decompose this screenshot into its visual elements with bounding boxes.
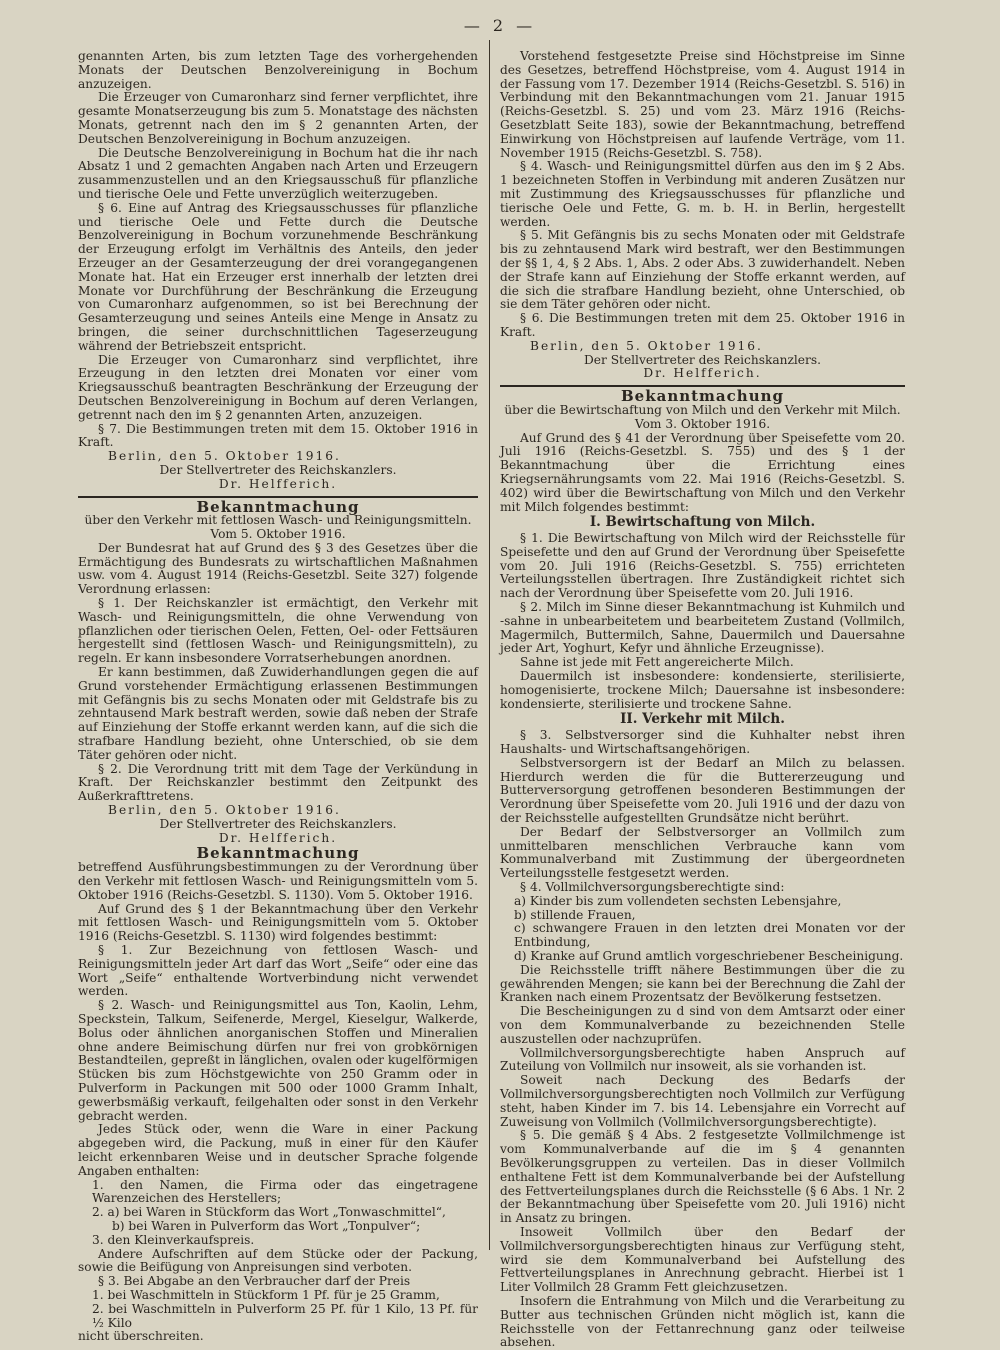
paragraph: § 7. Die Bestimmungen treten mit dem 15. Oktober 1916 in Kraft. bbox=[78, 421, 478, 450]
list-item: 2. a) bei Waren in Stückform das Wort „Tonwaschmittel“, bbox=[92, 1205, 446, 1220]
paragraph: § 4. Wasch- und Reinigungsmittel dürfen aus den im § 2 Abs. 1 bezeichneten Stoffen in Verbindung mit anderen Zusätzen nur mit Zustimmung des Kriegsausschusses für pflanzliche und tierische Oele und Fette, G. m. b. H. in Berlin, hergestellt werden. bbox=[500, 159, 905, 229]
paragraph: Die Bescheinigungen zu d sind von dem Amtsarzt oder einer von dem Kommunalverbande zu bezeichnenden Stelle auszustellen oder nachzuprüfen. bbox=[500, 1004, 905, 1046]
paragraph: genannten Arten, bis zum letzten Tage des vorhergehenden Monats der Deutschen Benzolvereinigung in Bochum anzuzeigen. bbox=[78, 49, 478, 91]
paragraph: Die Deutsche Benzolvereinigung in Bochum hat die ihr nach Absatz 1 und 2 gemachten Angaben nach Arten und Erzeugern zusammenzustellen und an den Kriegsausschuß für pflanzliche und tierische Oele und Fette unverzüglich weiterzugeben. bbox=[78, 145, 478, 201]
list-item: a) Kinder bis zum vollendeten sechsten Lebensjahre, bbox=[514, 893, 842, 908]
notice-intro: Auf Grund des § 41 der Verordnung über Speisefette vom 20. Juli 1916 (Reichs-Gesetzbl. S. 755) und des § 1 der Bekanntmachung über die Errichtung eines Kriegsernährungsamts vom 22. Mai 1916 (Reichs-Gesetzbl. S. 402) wird über die Bewirtschaftung von Milch und den Verkehr mit Milch folgendes bestimmt: bbox=[500, 430, 905, 514]
notice-intro: betreffend Ausführungsbestimmungen zu der Verordnung über den Verkehr mit fettlosen Wasch- und Reinigungsmitteln vom 5. Oktober 1916 (Reichs-Gesetzbl. S. 1130). Vom 5. Oktober 1916. bbox=[78, 860, 478, 902]
paragraph: Vollmilchversorgungsberechtigte haben Anspruch auf Zuteilung von Vollmilch nur insoweit, als sie vorhanden ist. bbox=[500, 1045, 905, 1074]
paragraph: § 3. Bei Abgabe an den Verbraucher darf der Preis bbox=[98, 1274, 411, 1289]
paragraph: Die Erzeuger von Cumaronharz sind verpflichtet, ihre Erzeugung in den letzten drei Monaten vor einer vom Kriegsausschuß beantragten Beschränkung der Erzeugung der Deutschen Benzolvereinigung in Bochum auf deren Verlangen, getrennt nach den im § 2 genannten Arten, anzuzeigen. bbox=[78, 352, 478, 422]
paragraph: Die Erzeuger von Cumaronharz sind ferner verpflichtet, ihre gesamte Monatserzeugung bis zum 5. Monatstage des nächsten Monats, getrennt nach den im § 2 genannten Arten, der Deutschen Benzolvereinigung in Bochum anzuzeigen. bbox=[78, 90, 478, 146]
paragraph: § 2. Wasch- und Reinigungsmittel aus Ton, Kaolin, Lehm, Speckstein, Talkum, Seifenerde, Mergel, Kieselgur, Walkerde, Bolus oder ähnlichen anorganischen Stoffen und Mineralien ohne andere Beimischung dürfen nur frei von grobkörnigen Bestandteilen, gepreßt in länglichen, ovalen oder kugelförmigen Stücken bis zum Höchstgewichte von 250 Gramm oder in Pulverform in Packungen mit 500 oder 1000 Gramm Inhalt, gewerbsmäßig verkauft, feilgehalten oder sonst in den Verkehr gebracht werden. bbox=[78, 998, 478, 1123]
paragraph: Selbstversorgern ist der Bedarf an Milch zu belassen. Hierdurch werden die für die Buttererzeugung und Butterversorgung getroffenen besonderen Bestimmungen der Verordnung über Speisefette vom 20. Juli 1916 und der dazu von der Reichsstelle aufgestellten Grundsätze nicht berührt. bbox=[500, 755, 905, 826]
page-number: — 2 — bbox=[463, 16, 537, 35]
list-item: d) Kranke auf Grund amtlich vorgeschriebener Bescheinigung. bbox=[514, 949, 904, 963]
paragraph: § 1. Der Reichskanzler ist ermächtigt, den Verkehr mit Wasch- und Reinigungsmitteln, die ohne Verwendung von pflanzlichen oder tierischen Oelen, Fetten, Oel- oder Fettsäuren hergestellt sind (fettlosen Wasch- und Reinigungsmitteln), zu regeln. Er kann insbesondere Vorratserhebungen anordnen. bbox=[78, 596, 478, 666]
notice-heading: Bekanntmachung bbox=[196, 844, 360, 863]
paragraph: § 6. Eine auf Antrag des Kriegsausschusses für pflanzliche und tierische Oele und Fette durch die Deutsche Benzolvereinigung in Bochum vorzunehmende Beschränkung der Erzeugung erfolgt im Verhältnis des Anteils, den jeder Erzeuger an der Gesamterzeugung der drei vorangegangenen Monate hat. Hat ein Erzeuger erst innerhalb der letzten drei Monate vor Durchführung der Beschränkung die Erzeugung von Cumaronharz aufgenommen, so ist bei Berechnung der Gesamterzeugung und seines Anteils eine Menge in Ansatz zu bringen, die seiner durchschnittlichen Tageserzeugung während der Betriebszeit entspricht. bbox=[78, 200, 478, 353]
paragraph: § 1. Zur Bezeichnung von fettlosen Wasch- und Reinigungsmitteln jeder Art darf das Wort „Seife“ oder eine das Wort „Seife“ enthaltende Wortverbindung nicht verwendet werden. bbox=[78, 943, 478, 999]
paragraph: § 2. Die Verordnung tritt mit dem Tage der Verkündung in Kraft. Der Reichskanzler bestimmt den Zeitpunkt des Außerkrafttretens. bbox=[78, 761, 478, 804]
notice-subtitle: über die Bewirtschaftung von Milch und den Verkehr mit Milch. bbox=[504, 402, 901, 417]
left-column bbox=[78, 49, 478, 1344]
paragraph: Der Bundesrat hat auf Grund des § 3 des Gesetzes über die Ermächtigung des Bundesrats zu wirtschaftlichen Maßnahmen usw. vom 4. August 1914 (Reichs-Gesetzbl. Seite 327) folgende Verordnung erlassen: bbox=[78, 540, 478, 597]
notice-date: Vom 5. Oktober 1916. bbox=[210, 527, 346, 542]
paragraph: Er kann bestimmen, daß Zuwiderhandlungen gegen die auf Grund vorstehender Ermächtigung erlassenen Bestimmungen mit Gefängnis bis zu sechs Monaten oder mit Geldstrafe bis zu zehntausend Mark bestraft werden, sowie daß neben der Strafe auf Einziehung der Stoffe erkannt werden kann, auf die sich die strafbare Handlung bezieht, ohne Unterschied, ob sie dem Täter gehören oder nicht. bbox=[78, 665, 478, 762]
paragraph: Soweit nach Deckung des Bedarfs der Vollmilchversorgungsberechtigten noch Vollmilch zur Verfügung steht, haben Kinder im 7. bis 14. Lebensjahre ein Vorrecht auf Zuweisung von Vollmilch (Vollmilchversorgungsberechtigte). bbox=[500, 1073, 905, 1129]
paragraph: § 6. Die Bestimmungen treten mit dem 25. Oktober 1916 in Kraft. bbox=[500, 311, 905, 339]
section-heading: II. Verkehr mit Milch. bbox=[620, 711, 785, 728]
list-item: 2. bei Waschmitteln in Pulverform 25 Pf. für 1 Kilo, 13 Pf. für ½ Kilo bbox=[92, 1301, 478, 1330]
paragraph: § 5. Mit Gefängnis bis zu sechs Monaten oder mit Geldstrafe bis zu zehntausend Mark wird bestraft, wer den Bestimmungen der §§ 1, 4, § 2 Abs. 1, Abs. 2 oder Abs. 3 zuwiderhandelt. Neben der Strafe kann auf Einziehung der Stoffe erkannt werden, auf die sich die strafbare Handlung bezieht, ohne Unterschied, ob sie dem Täter gehören oder nicht. bbox=[500, 228, 905, 312]
signature-name: Dr. Helfferich. bbox=[218, 476, 338, 491]
paragraph: Jedes Stück oder, wenn die Ware in einer Packung abgegeben wird, die Packung, muß in einer für den Käufer leicht erkennbaren Weise und in deutscher Sprache folgende Angaben enthalten: bbox=[78, 1122, 478, 1178]
paragraph: Insoweit Vollmilch über den Bedarf der Vollmilchversorgungsberechtigten hinaus zur Verfügung steht, wird sie dem Kommunalverband bei Aufstellung des Fettverteilungsplanes in Anrechnung gebracht. Hierbei ist 1 Liter Vollmilch 28 Gramm Fett gleichzusetzen. bbox=[500, 1224, 905, 1295]
paragraph-tail: nicht überschreiten. bbox=[78, 1329, 204, 1344]
list-item: b) bei Waren in Pulverform das Wort „Tonpulver“; bbox=[112, 1218, 421, 1233]
paragraph: § 1. Die Bewirtschaftung von Milch wird der Reichsstelle für Speisefette und den auf Grund der Verordnung über Speisefette vom 20. Juli 1916 (Reichs-Gesetzbl. S. 755) errichteten Verteilungsstellen übertragen. Ihre Zuständigkeit richtet sich nach der Verordnung über Speisefette vom 20. Juli 1916. bbox=[500, 531, 905, 601]
notice-date: Vom 3. Oktober 1916. bbox=[634, 416, 771, 431]
paragraph: Auf Grund des § 1 der Bekanntmachung über den Verkehr mit fettlosen Wasch- und Reinigungsmitteln vom 5. Oktober 1916 (Reichs-Gesetzbl. S. 1130) wird folgendes bestimmt: bbox=[78, 901, 478, 944]
list-item: c) schwangere Frauen in den letzten drei Monaten vor der Entbindung, bbox=[514, 921, 905, 950]
paragraph: Die Reichsstelle trifft nähere Bestimmungen über die zu gewährenden Mengen; sie kann bei der Berechnung die Zahl der Kranken nach einem Prozentsatz der Bevölkerung festsetzen. bbox=[500, 962, 905, 1005]
section-heading: I. Bewirtschaftung von Milch. bbox=[589, 514, 816, 531]
notice-heading: Bekanntmachung bbox=[196, 497, 360, 516]
signature-place-date: Berlin, den 5. Oktober 1916. bbox=[108, 449, 341, 464]
list-item: 1. bei Waschmitteln in Stückform 1 Pf. für je 25 Gramm, bbox=[92, 1287, 440, 1302]
list-item: 3. den Kleinverkaufspreis. bbox=[92, 1232, 255, 1247]
paragraph: § 5. Die gemäß § 4 Abs. 2 festgesetzte Vollmilchmenge ist vom Kommunalverbande auf die im § 4 genannten Bevölkerungsgruppen zu verteilen. Das in dieser Vollmilch enthaltene Fett ist dem Kommunalverbande bei der Aufstellung des Fettverteilungsplanes durch die Reichsstelle (§ 6 Abs. 1 Nr. 2 der Bekanntmachung über Speisefette vom 20. Juli 1916) nicht in Ansatz zu bringen. bbox=[500, 1128, 905, 1226]
signature-official: Der Stellvertreter des Reichskanzlers. bbox=[159, 462, 397, 477]
column-divider bbox=[489, 40, 490, 1250]
signature-official: Der Stellvertreter des Reichskanzlers. bbox=[159, 816, 397, 831]
signature-name: Dr. Helfferich. bbox=[643, 366, 762, 381]
paragraph: Der Bedarf der Selbstversorger an Vollmilch zum unmittelbaren menschlichen Verbrauche kann vom Kommunalverband mit Zustimmung der übergeordneten Verteilungsstelle festgesetzt werden. bbox=[500, 824, 905, 881]
signature-name: Dr. Helfferich. bbox=[218, 830, 338, 845]
paragraph: § 2. Milch im Sinne dieser Bekanntmachung ist Kuhmilch und -sahne in unbearbeitetem und bearbeitetem Zustand (Vollmilch, Magermilch, Buttermilch, Sahne, Dauermilch und Dauersahne jeder Art, Yoghurt, Kefyr und ähnliche Erzeugnisse). bbox=[500, 600, 905, 656]
list-item: 1. den Namen, die Firma oder das eingetragene Warenzeichen des Herstellers; bbox=[92, 1177, 478, 1206]
signature-place-date: Berlin, den 5. Oktober 1916. bbox=[530, 338, 763, 353]
paragraph: § 3. Selbstversorger sind die Kuhhalter nebst ihren Haushalts- und Wirtschaftsangehörigen. bbox=[500, 728, 905, 757]
paragraph: Insofern die Entrahmung von Milch und die Verarbeitung zu Butter aus technischen Gründen nicht möglich ist, kann die Reichsstelle von der Fettanrechnung ganz oder teilweise absehen. bbox=[500, 1293, 905, 1350]
paragraph: Dauermilch ist insbesondere: kondensierte, sterilisierte, homogenisierte, trockene Milch; Dauersahne ist insbesondere: kondensierte, sterilisierte und trockene Sahne. bbox=[500, 669, 905, 711]
right-column bbox=[500, 49, 905, 1350]
list-item: b) stillende Frauen, bbox=[514, 907, 636, 922]
paragraph: Andere Aufschriften auf dem Stücke oder der Packung, sowie die Beifügung von Anpreisungen sind verboten. bbox=[78, 1246, 478, 1275]
notice-subtitle: über den Verkehr mit fettlosen Wasch- und Reinigungsmitteln. bbox=[84, 513, 472, 528]
paragraph: Sahne ist jede mit Fett angereicherte Milch. bbox=[520, 655, 794, 670]
signature-place-date: Berlin, den 5. Oktober 1916. bbox=[108, 803, 341, 818]
paragraph: Vorstehend festgesetzte Preise sind Höchstpreise im Sinne des Gesetzes, betreffend Höchstpreise, vom 4. August 1914 in der Fassung vom 17. Dezember 1914 (Reichs-Gesetzbl. S. 516) in Verbindung mit den Bekanntmachungen vom 21. Januar 1915 (Reichs-Gesetzbl. S. 25) und vom 23. März 1916 (Reichs-Gesetzblatt Seite 183), sowie der Bekanntmachung, betreffend Einwirkung von Höchstpreisen auf laufende Verträge, vom 11. November 1915 (Reichs-Gesetzbl. S. 758). bbox=[500, 49, 905, 160]
signature-official: Der Stellvertreter des Reichskanzlers. bbox=[584, 352, 821, 367]
notice-heading: Bekanntmachung bbox=[620, 387, 784, 406]
paragraph: § 4. Vollmilchversorgungsberechtigte sind: bbox=[520, 880, 785, 895]
